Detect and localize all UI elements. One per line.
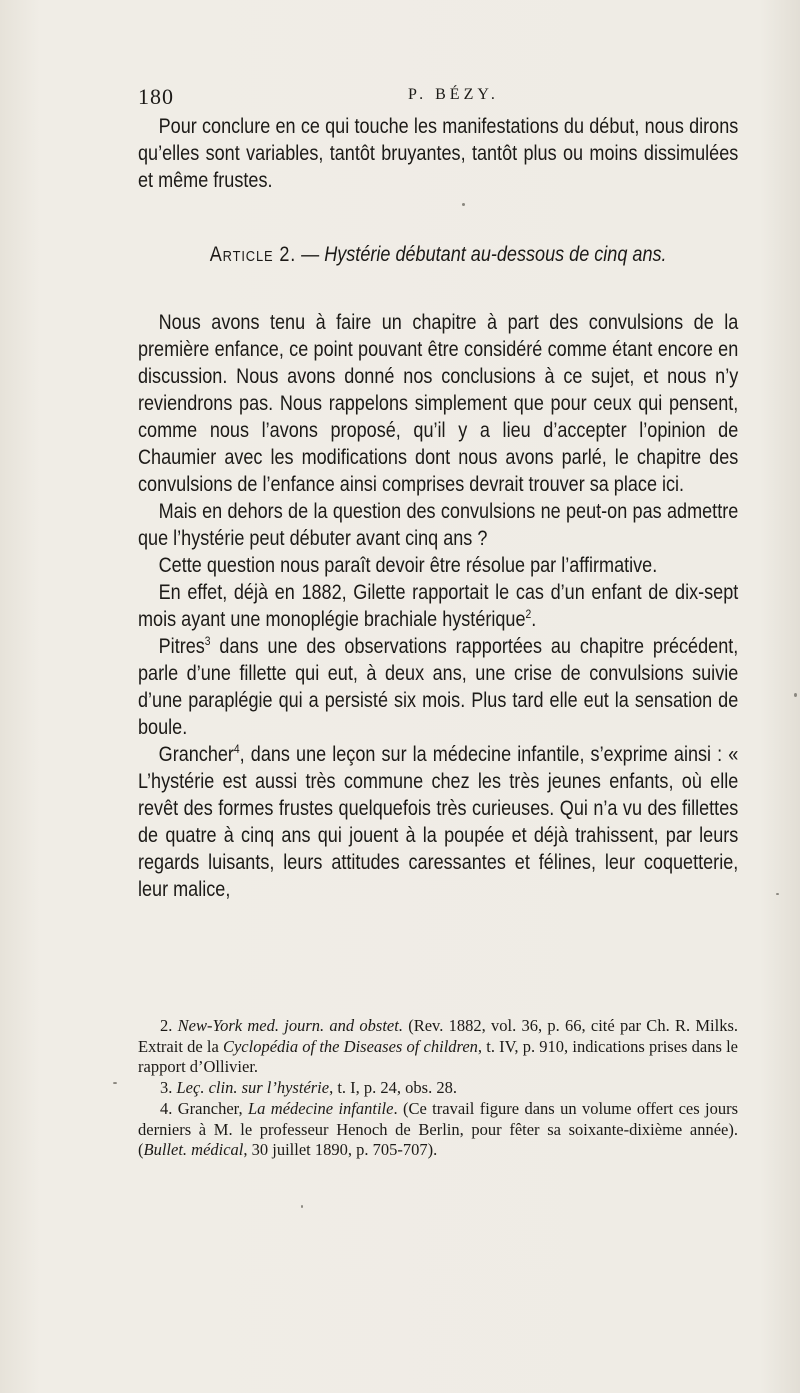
paragraph-affirmative: Cette question nous paraît devoir être résolue par l’affirmative.: [158, 554, 658, 577]
section-label: Article 2.: [209, 243, 297, 266]
footnote-2-text-end: , t. IV, p. 910, indications prises dans le rapport d’Ollivier.: [138, 1036, 738, 1077]
grancher-name: Grancher: [158, 743, 234, 766]
footnote-3: [138, 1078, 738, 1099]
paragraph-question: Mais en dehors de la question des convulsions ne peut-on pas admettre que l’hystérie peut débuter avant cinq ans ?: [138, 500, 739, 550]
page-number: 180: [138, 84, 174, 109]
paper-speck: [794, 693, 797, 697]
footnote-4-source: Bullet. médical: [143, 1140, 244, 1160]
paragraph-pitres: [138, 633, 738, 741]
footnote-2-journal: New-York med. journ. and obstet.: [177, 1016, 403, 1035]
footnote-2-text: (Rev. 1882, vol. 36, p. 66, cité par Ch. R. Milks. Extrait de la: [138, 1016, 738, 1056]
paragraph-conclusion: Pour conclure en ce qui touche les manifestations du début, nous dirons qu’elles sont variables, tantôt bruyantes, tantôt plus ou moins dissimulées et même frustes.: [138, 115, 739, 192]
footnotes: [138, 1016, 738, 1161]
footnote-ref-3: 3: [204, 634, 211, 648]
running-head: P. BÉZY.: [408, 86, 499, 103]
footnote-2-work: Cyclopédia of the Diseases of children: [222, 1036, 478, 1056]
grancher-text: , dans une leçon sur la médecine infantile, s’exprime ainsi : « L’hystérie est aussi très commune chez les très jeunes enfants, où elle revêt des formes frustes quelquefois très curieuses. Qui n’a vu des fillettes de quatre à cinq ans qui jouent à la poupée et déjà trahissent, par leurs regards luisants, leurs attitudes caressantes et félines, leur coquetterie, leur malice,: [138, 743, 739, 901]
footnote-4-author: Grancher,: [177, 1098, 248, 1118]
footnote-4-work: La médecine infantile: [247, 1098, 394, 1118]
footnote-4-number: 4.: [160, 1098, 178, 1118]
gilette-text: En effet, déjà en 1882, Gilette rapportait le cas d’un enfant de dix-sept mois ayant une monoplégie brachiale hystérique: [138, 581, 739, 631]
pitres-text: dans une des observations rapportées au chapitre précédent, parle d’une fillette qui eut, à deux ans, une crise de convulsions suivie d’une paraplégie qui a persisté six mois. Plus tard elle eut la sensation de boule.: [138, 635, 739, 739]
paper-speck: [462, 203, 465, 206]
section-dash: —: [296, 243, 325, 266]
main-text: [138, 113, 738, 903]
paper-speck: [113, 1082, 117, 1084]
footnote-3-text: , t. I, p. 24, obs. 28.: [329, 1078, 457, 1098]
footnote-ref-4: 4: [233, 742, 240, 756]
footnote-3-number: 3.: [160, 1078, 177, 1098]
section-title: Hystérie débutant au-dessous de cinq ans.: [324, 243, 667, 266]
page-header: [138, 84, 738, 114]
footnote-2-number: 2.: [160, 1016, 178, 1035]
section-heading: [138, 241, 738, 268]
paragraph-grancher: [138, 741, 738, 903]
paper-speck: [776, 893, 779, 895]
footnote-4: [138, 1099, 738, 1161]
footnote-ref-2: 2: [525, 607, 532, 621]
paragraph-gilette: [138, 579, 738, 633]
footnote-4-text: . (Ce travail figure dans un volume offert ces jours derniers à M. le professeur Henoch de Berlin, pour fêter sa soixante-dixième année). (: [138, 1098, 739, 1160]
footnote-2: [138, 1016, 738, 1078]
paper-speck: [301, 1205, 303, 1208]
gilette-end: .: [531, 608, 537, 631]
pitres-name: Pitres: [158, 635, 205, 658]
footnote-3-work: Leç. clin. sur l’hystérie: [176, 1078, 330, 1098]
footnote-4-text-end: , 30 juillet 1890, p. 705-707).: [243, 1140, 438, 1160]
paragraph-convulsions: Nous avons tenu à faire un chapitre à part des convulsions de la première enfance, ce point pouvant être considéré comme étant encore en discussion. Nous avons donné nos conclusions à ce sujet, et nous n’y reviendrons pas. Nous rappelons simplement que pour ceux qui pensent, comme nous l’avons proposé, qu’il y a lieu d’accepter l’opinion de Chaumier avec les modifications dont nous avons parlé, le chapitre des convulsions de l’enfance ainsi comprises devrait trouver sa place ici.: [138, 311, 739, 496]
